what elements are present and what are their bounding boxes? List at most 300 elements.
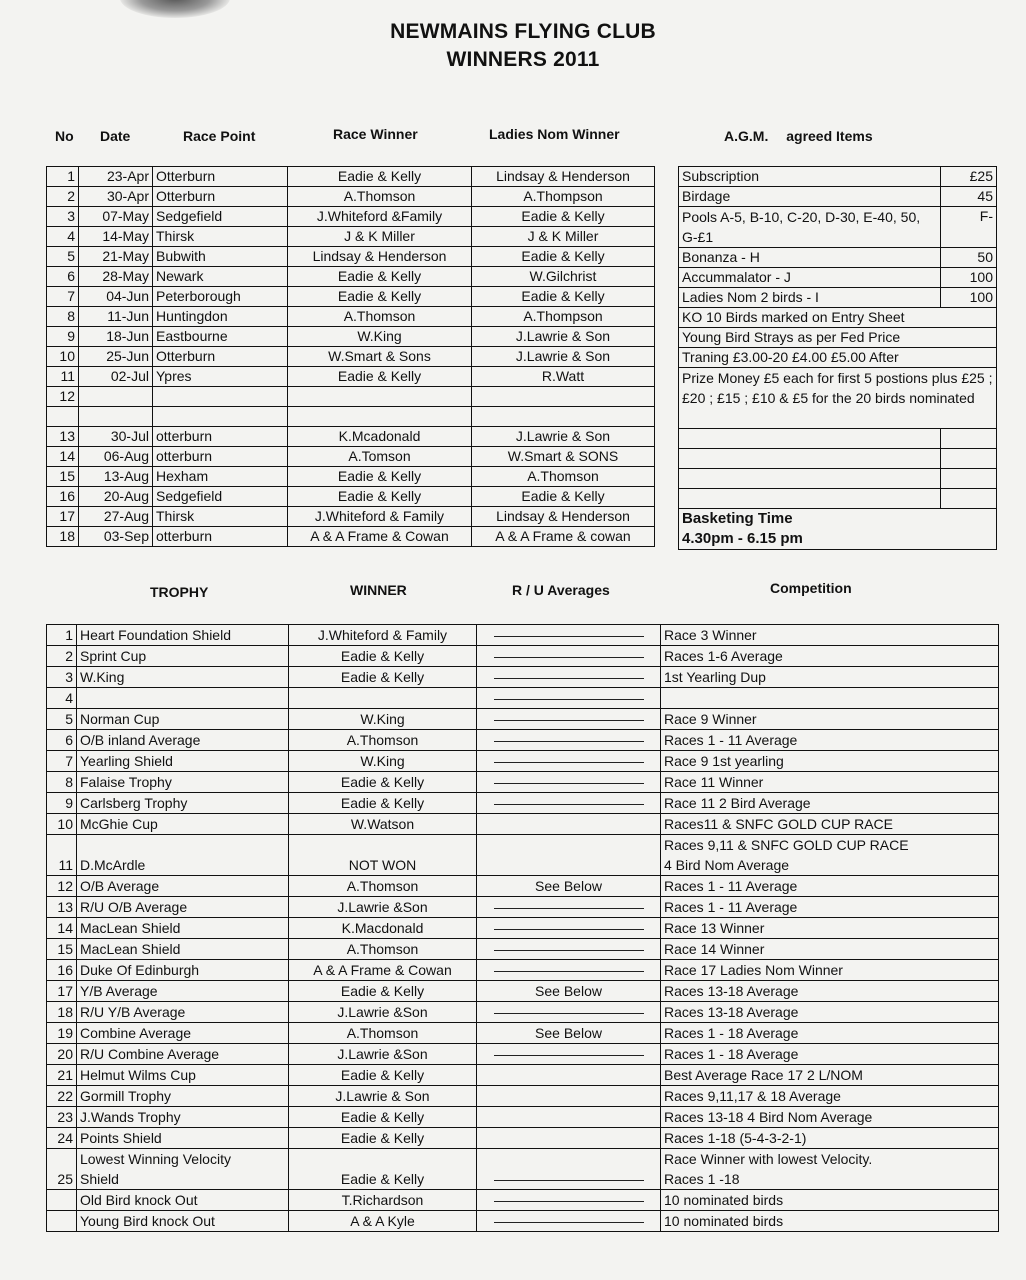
race-no: 9 bbox=[47, 327, 79, 347]
trophy-row bbox=[47, 1002, 999, 1023]
trophy-winner: Eadie & Kelly bbox=[289, 1107, 477, 1128]
ru-dash-line bbox=[494, 1055, 644, 1056]
trophy-name-text: O/B inland Average bbox=[80, 732, 201, 748]
trophy-no: 19 bbox=[47, 1023, 77, 1044]
competition-text: Race 13 Winner bbox=[664, 920, 765, 936]
trophy-row bbox=[47, 939, 999, 960]
col-header-no: No bbox=[55, 128, 74, 144]
trophy-competition bbox=[661, 1107, 999, 1128]
trophy-winner: W.King bbox=[289, 709, 477, 730]
trophy-row bbox=[47, 730, 999, 751]
ru-dash-line bbox=[494, 678, 644, 679]
race-ladies-winner: J.Lawrie & Son bbox=[472, 427, 655, 447]
trophy-no bbox=[47, 1211, 77, 1232]
trophy-ru-average bbox=[477, 1149, 661, 1190]
trophy-winner: W.Watson bbox=[289, 814, 477, 835]
trophy-row bbox=[47, 793, 999, 814]
race-date: 28-May bbox=[79, 267, 153, 287]
race-winner: A.Thomson bbox=[288, 187, 472, 207]
race-date: 21-May bbox=[79, 247, 153, 267]
race-point: Bubwith bbox=[153, 247, 288, 267]
trophy-row bbox=[47, 688, 999, 709]
trophy-name bbox=[77, 1190, 289, 1211]
trophy-no: 3 bbox=[47, 667, 77, 688]
trophy-ru-average bbox=[477, 1107, 661, 1128]
race-winner: A.Thomson bbox=[288, 307, 472, 327]
trophy-name-text: Falaise Trophy bbox=[80, 774, 172, 790]
trophy-competition bbox=[661, 667, 999, 688]
race-no: 17 bbox=[47, 507, 79, 527]
trophy-name bbox=[77, 1211, 289, 1232]
trophy-name bbox=[77, 646, 289, 667]
competition-text: Races 1 - 11 Average bbox=[664, 732, 798, 748]
trophy-no bbox=[47, 1190, 77, 1211]
race-row bbox=[47, 487, 655, 507]
competition-text-2: Races 1 -18 bbox=[664, 1171, 740, 1187]
trophy-name bbox=[77, 772, 289, 793]
ru-dash-line bbox=[494, 1201, 644, 1202]
trophy-name-text: W.King bbox=[80, 669, 125, 685]
trophy-competition bbox=[661, 772, 999, 793]
agm-row-basketing bbox=[679, 509, 997, 550]
page-title: NEWMAINS FLYING CLUB bbox=[390, 20, 656, 43]
trophy-winner: J.Lawrie &Son bbox=[289, 1002, 477, 1023]
race-ladies-winner: Lindsay & Henderson bbox=[472, 167, 655, 187]
trophy-no: 2 bbox=[47, 646, 77, 667]
race-date: 14-May bbox=[79, 227, 153, 247]
trophy-name bbox=[77, 1002, 289, 1023]
trophy-winner: K.Macdonald bbox=[289, 918, 477, 939]
ru-dash-line bbox=[494, 1180, 644, 1181]
trophy-no: 24 bbox=[47, 1128, 77, 1149]
trophy-name-text: McGhie Cup bbox=[80, 816, 158, 832]
agm-empty-cell bbox=[941, 489, 997, 509]
trophy-competition bbox=[661, 981, 999, 1002]
trophy-competition bbox=[661, 918, 999, 939]
race-ladies-winner: Eadie & Kelly bbox=[472, 247, 655, 267]
competition-text: Races 1-6 Average bbox=[664, 648, 783, 664]
trophy-no: 18 bbox=[47, 1002, 77, 1023]
trophy-no: 6 bbox=[47, 730, 77, 751]
agm-empty-cell bbox=[679, 469, 941, 489]
race-point: otterburn bbox=[153, 527, 288, 547]
competition-text: Race 14 Winner bbox=[664, 941, 765, 957]
trophy-row bbox=[47, 1086, 999, 1107]
trophy-ru-average bbox=[477, 1065, 661, 1086]
race-date bbox=[79, 407, 153, 427]
race-winner bbox=[288, 387, 472, 407]
ru-average-text: See Below bbox=[535, 878, 602, 894]
race-row bbox=[47, 347, 655, 367]
trophy-ru-average bbox=[477, 772, 661, 793]
race-row bbox=[47, 527, 655, 547]
competition-text: Best Average Race 17 2 L/NOM bbox=[664, 1067, 863, 1083]
race-winner: Eadie & Kelly bbox=[288, 467, 472, 487]
col-header-winner: WINNER bbox=[350, 582, 407, 598]
race-no: 11 bbox=[47, 367, 79, 387]
competition-text: Race 3 Winner bbox=[664, 627, 757, 643]
agm-empty-cell bbox=[679, 429, 941, 449]
trophy-no: 13 bbox=[47, 897, 77, 918]
competition-text: Race 17 Ladies Nom Winner bbox=[664, 962, 843, 978]
race-no: 16 bbox=[47, 487, 79, 507]
race-winner: J & K Miller bbox=[288, 227, 472, 247]
trophy-ru-average bbox=[477, 646, 661, 667]
agm-pools-value: F- bbox=[941, 207, 997, 248]
race-row bbox=[47, 467, 655, 487]
trophy-no: 22 bbox=[47, 1086, 77, 1107]
competition-text: Races 1 - 18 Average bbox=[664, 1025, 799, 1041]
agm-row-empty bbox=[679, 489, 997, 509]
agm-empty-cell bbox=[941, 429, 997, 449]
race-winner: A & A Frame & Cowan bbox=[288, 527, 472, 547]
trophy-name bbox=[77, 1107, 289, 1128]
trophy-competition bbox=[661, 814, 999, 835]
race-point bbox=[153, 387, 288, 407]
trophy-competition bbox=[661, 876, 999, 897]
col-header-date: Date bbox=[100, 128, 131, 144]
agm-pools-label: Pools A-5, B-10, C-20, D-30, E-40, 50, G-£1 bbox=[679, 207, 941, 248]
race-no: 6 bbox=[47, 267, 79, 287]
race-winner: Eadie & Kelly bbox=[288, 287, 472, 307]
race-point: Sedgefield bbox=[153, 207, 288, 227]
trophy-row bbox=[47, 1149, 999, 1190]
page-subtitle: WINNERS 2011 bbox=[446, 48, 600, 71]
trophy-ru-average bbox=[477, 1211, 661, 1232]
trophy-winner: Eadie & Kelly bbox=[289, 646, 477, 667]
trophy-no: 7 bbox=[47, 751, 77, 772]
trophy-competition bbox=[661, 1044, 999, 1065]
trophy-ru-average bbox=[477, 939, 661, 960]
trophy-ru-average bbox=[477, 751, 661, 772]
agm-birdage-value: 45 bbox=[941, 187, 997, 207]
trophy-ru-average bbox=[477, 1128, 661, 1149]
race-row bbox=[47, 447, 655, 467]
race-winner: Eadie & Kelly bbox=[288, 167, 472, 187]
trophy-winner: J.Whiteford & Family bbox=[289, 625, 477, 646]
trophy-winner: A.Thomson bbox=[289, 1023, 477, 1044]
trophy-name-text: D.McArdle bbox=[80, 857, 146, 873]
trophy-row bbox=[47, 876, 999, 897]
trophy-name-text: J.Wands Trophy bbox=[80, 1109, 181, 1125]
race-ladies-winner bbox=[472, 407, 655, 427]
trophy-winner: J.Lawrie &Son bbox=[289, 1044, 477, 1065]
trophy-name-text: MacLean Shield bbox=[80, 941, 181, 957]
agm-row-subscription bbox=[679, 167, 997, 187]
trophy-winner: A & A Kyle bbox=[289, 1211, 477, 1232]
trophy-ru-average bbox=[477, 1086, 661, 1107]
competition-text: Race 9 1st yearling bbox=[664, 753, 784, 769]
race-ladies-winner: A & A Frame & cowan bbox=[472, 527, 655, 547]
race-winner: K.Mcadonald bbox=[288, 427, 472, 447]
race-winner: Eadie & Kelly bbox=[288, 367, 472, 387]
trophy-name-text: Points Shield bbox=[80, 1130, 162, 1146]
race-row bbox=[47, 387, 655, 407]
trophy-no: 23 bbox=[47, 1107, 77, 1128]
trophy-row bbox=[47, 835, 999, 876]
race-no bbox=[47, 407, 79, 427]
race-point: Hexham bbox=[153, 467, 288, 487]
trophy-row bbox=[47, 1211, 999, 1232]
trophy-no: 9 bbox=[47, 793, 77, 814]
agm-bonanza-value: 50 bbox=[941, 248, 997, 268]
race-no: 13 bbox=[47, 427, 79, 447]
trophy-row bbox=[47, 1023, 999, 1044]
trophy-name bbox=[77, 1023, 289, 1044]
race-point: Otterburn bbox=[153, 347, 288, 367]
trophy-competition bbox=[661, 1190, 999, 1211]
race-winner: J.Whiteford & Family bbox=[288, 507, 472, 527]
race-date: 23-Apr bbox=[79, 167, 153, 187]
trophy-name-text: Norman Cup bbox=[80, 711, 160, 727]
agm-row-birdage bbox=[679, 187, 997, 207]
trophy-winner: Eadie & Kelly bbox=[289, 1128, 477, 1149]
race-point: Huntingdon bbox=[153, 307, 288, 327]
race-row bbox=[47, 187, 655, 207]
race-winner: W.Smart & Sons bbox=[288, 347, 472, 367]
agm-row-pools bbox=[679, 207, 997, 248]
trophy-competition bbox=[661, 1149, 999, 1190]
race-point: Peterborough bbox=[153, 287, 288, 307]
agm-ladies-nom-label: Ladies Nom 2 birds - I bbox=[679, 288, 941, 308]
trophy-name bbox=[77, 897, 289, 918]
trophy-name-text: MacLean Shield bbox=[80, 920, 181, 936]
trophy-winner: Eadie & Kelly bbox=[289, 1149, 477, 1190]
trophy-ru-average bbox=[477, 960, 661, 981]
trophy-name-text: Combine Average bbox=[80, 1025, 192, 1041]
trophy-row bbox=[47, 981, 999, 1002]
trophy-ru-average bbox=[477, 688, 661, 709]
agm-subscription-label: Subscription bbox=[679, 167, 941, 187]
col-header-competition: Competition bbox=[770, 580, 852, 596]
agm-empty-cell bbox=[679, 449, 941, 469]
trophy-ru-average bbox=[477, 1190, 661, 1211]
col-header-race-point: Race Point bbox=[183, 128, 256, 144]
ru-dash-line bbox=[494, 1222, 644, 1223]
agm-header-sub: agreed Items bbox=[786, 128, 873, 144]
trophy-ru-average bbox=[477, 793, 661, 814]
trophy-competition bbox=[661, 1086, 999, 1107]
ru-dash-line bbox=[494, 950, 644, 951]
agm-accummalator-value: 100 bbox=[941, 268, 997, 288]
agm-subscription-value: £25 bbox=[941, 167, 997, 187]
competition-text: Race 9 Winner bbox=[664, 711, 757, 727]
trophy-row bbox=[47, 1065, 999, 1086]
race-ladies-winner: W.Smart & SONS bbox=[472, 447, 655, 467]
trophy-competition bbox=[661, 709, 999, 730]
race-no: 8 bbox=[47, 307, 79, 327]
agm-ko: KO 10 Birds marked on Entry Sheet bbox=[679, 308, 997, 328]
trophy-no: 8 bbox=[47, 772, 77, 793]
race-ladies-winner: A.Thompson bbox=[472, 187, 655, 207]
race-date: 03-Sep bbox=[79, 527, 153, 547]
race-no: 3 bbox=[47, 207, 79, 227]
race-row bbox=[47, 427, 655, 447]
trophy-competition bbox=[661, 751, 999, 772]
competition-text: Races 9,11 & SNFC GOLD CUP RACE bbox=[664, 837, 909, 853]
trophy-winner: NOT WON bbox=[289, 835, 477, 876]
trophy-no: 10 bbox=[47, 814, 77, 835]
race-no: 18 bbox=[47, 527, 79, 547]
col-header-ladies-nom: Ladies Nom Winner bbox=[489, 126, 620, 142]
col-header-trophy: TROPHY bbox=[150, 584, 209, 600]
race-no: 4 bbox=[47, 227, 79, 247]
trophy-name-text: Duke Of Edinburgh bbox=[80, 962, 200, 978]
competition-text: Race 11 Winner bbox=[664, 774, 764, 790]
trophy-ru-average bbox=[477, 835, 661, 876]
race-row bbox=[47, 307, 655, 327]
agm-row-accummalator bbox=[679, 268, 997, 288]
trophy-winner: J.Lawrie & Son bbox=[289, 1086, 477, 1107]
trophy-ru-average bbox=[477, 709, 661, 730]
race-date: 27-Aug bbox=[79, 507, 153, 527]
race-date: 30-Apr bbox=[79, 187, 153, 207]
agm-row-ko bbox=[679, 308, 997, 328]
trophy-no: 1 bbox=[47, 625, 77, 646]
trophy-winner: Eadie & Kelly bbox=[289, 1065, 477, 1086]
trophy-name bbox=[77, 688, 289, 709]
competition-text: Races 13-18 4 Bird Nom Average bbox=[664, 1109, 873, 1125]
col-header-race-winner: Race Winner bbox=[333, 126, 418, 142]
trophy-name bbox=[77, 1149, 289, 1190]
trophy-name-text-2: Shield bbox=[80, 1171, 119, 1187]
trophy-name bbox=[77, 1086, 289, 1107]
trophy-row bbox=[47, 1044, 999, 1065]
agm-table bbox=[678, 166, 997, 550]
race-no: 14 bbox=[47, 447, 79, 467]
trophy-competition bbox=[661, 1211, 999, 1232]
race-ladies-winner: A.Thomson bbox=[472, 467, 655, 487]
race-row bbox=[47, 407, 655, 427]
agm-header-label: A.G.M. bbox=[724, 128, 769, 144]
ru-average-text: See Below bbox=[535, 983, 602, 999]
trophy-winner: T.Richardson bbox=[289, 1190, 477, 1211]
trophy-row bbox=[47, 667, 999, 688]
race-date bbox=[79, 387, 153, 407]
race-no: 10 bbox=[47, 347, 79, 367]
competition-text: 1st Yearling Dup bbox=[664, 669, 766, 685]
trophy-competition bbox=[661, 793, 999, 814]
ru-dash-line bbox=[494, 636, 644, 637]
race-ladies-winner: A.Thompson bbox=[472, 307, 655, 327]
trophy-competition bbox=[661, 625, 999, 646]
race-date: 20-Aug bbox=[79, 487, 153, 507]
ru-dash-line bbox=[494, 720, 644, 721]
trophy-competition bbox=[661, 1128, 999, 1149]
races-table bbox=[46, 166, 655, 547]
agm-accummalator-label: Accummalator - J bbox=[679, 268, 941, 288]
trophy-competition bbox=[661, 939, 999, 960]
race-point: Otterburn bbox=[153, 187, 288, 207]
ru-dash-line bbox=[494, 908, 644, 909]
trophy-ru-average bbox=[477, 814, 661, 835]
race-date: 18-Jun bbox=[79, 327, 153, 347]
trophy-no: 15 bbox=[47, 939, 77, 960]
ru-average-text: See Below bbox=[535, 1025, 602, 1041]
trophy-winner: Eadie & Kelly bbox=[289, 981, 477, 1002]
race-row bbox=[47, 247, 655, 267]
trophy-name-text: Sprint Cup bbox=[80, 648, 147, 664]
agm-empty-cell bbox=[941, 449, 997, 469]
trophy-row bbox=[47, 918, 999, 939]
race-date: 04-Jun bbox=[79, 287, 153, 307]
agm-prize-money: Prize Money £5 each for first 5 postions plus £25 ; £20 ; £15 ; £10 & £5 for the 20 birds nominated bbox=[679, 368, 997, 429]
col-header-ru-averages: R / U Averages bbox=[512, 582, 610, 598]
ru-dash-line bbox=[494, 741, 644, 742]
trophy-competition bbox=[661, 1065, 999, 1086]
trophy-no: 12 bbox=[47, 876, 77, 897]
ru-dash-line bbox=[494, 762, 644, 763]
race-row bbox=[47, 167, 655, 187]
trophy-name-text: R/U O/B Average bbox=[80, 899, 188, 915]
race-point: otterburn bbox=[153, 427, 288, 447]
agm-basketing bbox=[679, 509, 997, 550]
trophy-ru-average bbox=[477, 918, 661, 939]
race-ladies-winner: J.Lawrie & Son bbox=[472, 327, 655, 347]
trophy-row bbox=[47, 646, 999, 667]
trophy-name-text: Young Bird knock Out bbox=[80, 1213, 215, 1229]
trophy-no: 16 bbox=[47, 960, 77, 981]
trophy-row bbox=[47, 772, 999, 793]
trophy-competition bbox=[661, 646, 999, 667]
trophy-ru-average bbox=[477, 730, 661, 751]
trophy-row bbox=[47, 897, 999, 918]
trophy-name bbox=[77, 1044, 289, 1065]
trophy-ru-average bbox=[477, 1044, 661, 1065]
competition-text: Races 1-18 (5-4-3-2-1) bbox=[664, 1130, 807, 1146]
trophy-table bbox=[46, 624, 999, 1232]
competition-text: 10 nominated birds bbox=[664, 1213, 784, 1229]
trophy-row bbox=[47, 709, 999, 730]
trophy-name-text: Helmut Wilms Cup bbox=[80, 1067, 196, 1083]
agm-birdage-label: Birdage bbox=[679, 187, 941, 207]
race-point: Eastbourne bbox=[153, 327, 288, 347]
trophy-name bbox=[77, 918, 289, 939]
race-ladies-winner: W.Gilchrist bbox=[472, 267, 655, 287]
ru-dash-line bbox=[494, 699, 644, 700]
race-no: 5 bbox=[47, 247, 79, 267]
race-point: Sedgefield bbox=[153, 487, 288, 507]
trophy-competition bbox=[661, 730, 999, 751]
race-ladies-winner: R.Watt bbox=[472, 367, 655, 387]
agm-row-bonanza bbox=[679, 248, 997, 268]
race-row bbox=[47, 227, 655, 247]
race-date: 30-Jul bbox=[79, 427, 153, 447]
agm-row-empty bbox=[679, 469, 997, 489]
trophy-no: 14 bbox=[47, 918, 77, 939]
trophy-competition bbox=[661, 1002, 999, 1023]
trophy-name-text: R/U Y/B Average bbox=[80, 1004, 186, 1020]
race-no: 12 bbox=[47, 387, 79, 407]
trophy-name-text: Y/B Average bbox=[80, 983, 158, 999]
ru-dash-line bbox=[494, 657, 644, 658]
trophy-ru-average bbox=[477, 981, 661, 1002]
trophy-name-text: R/U Combine Average bbox=[80, 1046, 220, 1062]
race-no: 1 bbox=[47, 167, 79, 187]
trophy-row bbox=[47, 1128, 999, 1149]
competition-text: Races 1 - 11 Average bbox=[664, 899, 798, 915]
competition-text: Races 13-18 Average bbox=[664, 1004, 799, 1020]
scan-smudge bbox=[120, 0, 230, 18]
ru-dash-line bbox=[494, 783, 644, 784]
agm-row-traning bbox=[679, 348, 997, 368]
trophy-name bbox=[77, 730, 289, 751]
trophy-no: 20 bbox=[47, 1044, 77, 1065]
race-ladies-winner: Eadie & Kelly bbox=[472, 207, 655, 227]
trophy-name-text: Yearling Shield bbox=[80, 753, 173, 769]
trophy-name bbox=[77, 814, 289, 835]
trophy-name bbox=[77, 876, 289, 897]
